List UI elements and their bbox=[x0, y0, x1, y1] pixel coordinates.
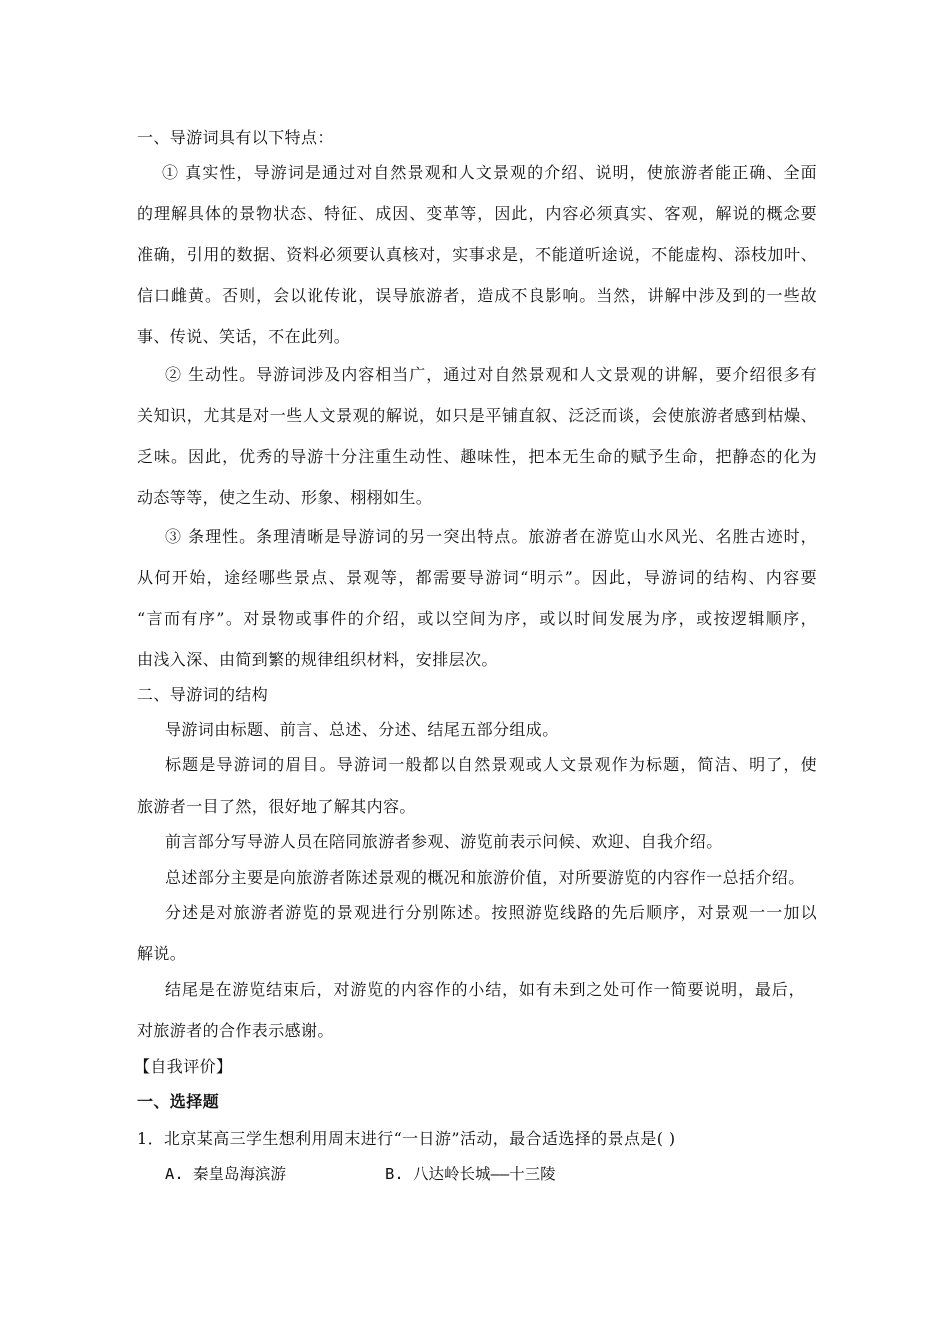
section2-heading: 二、导游词的结构 bbox=[137, 685, 269, 704]
paragraph-line: 由浅入深、由简到繁的规律组织材料，安排层次。 bbox=[137, 650, 498, 669]
section1-heading: 一、导游词具有以下特点： bbox=[137, 128, 334, 147]
paragraph-line: “言而有序”。对景物或事件的介绍，或以空间为序，或以时间发展为序，或按逻辑顺序， bbox=[137, 609, 817, 628]
question-1: 1．北京某高三学生想利用周末进行“一日游”活动，最合适选择的景点是( ) bbox=[137, 1129, 676, 1148]
paragraph-line: 旅游者一目了然，很好地了解其内容。 bbox=[137, 797, 416, 816]
option-a: A. 秦皇岛海滨游 bbox=[165, 1165, 286, 1183]
self-eval-title: 【自我评价】 bbox=[134, 1057, 233, 1076]
paragraph-line: ① 真实性，导游词是通过对自然景观和人文景观的介绍、说明，使旅游者能正确、全面 bbox=[162, 163, 817, 182]
paragraph-line: 事、传说、笑话，不在此列。 bbox=[137, 327, 351, 346]
paragraph-line: 对旅游者的合作表示感谢。 bbox=[137, 1021, 334, 1040]
paragraph-line: ② 生动性。导游词涉及内容相当广，通过对自然景观和人文景观的讲解，要介绍很多有 bbox=[165, 365, 817, 384]
paragraph-line: 解说。 bbox=[137, 944, 187, 963]
paragraph-line: 准确，引用的数据、资料必须要认真核对，实事求是，不能道听途说，不能虚构、添枝加叶、 bbox=[137, 245, 817, 264]
paragraph-line: 从何开始，途经哪些景点、景观等，都需要导游词“明示”。因此，导游词的结构、内容要 bbox=[137, 568, 817, 587]
paragraph-line: 前言部分写导游人员在陪同旅游者参观、游览前表示问候、欢迎、自我介绍。 bbox=[165, 832, 723, 851]
choice-section-heading: 一、选择题 bbox=[137, 1092, 220, 1111]
paragraph-line: ③ 条理性。条理清晰是导游词的另一突出特点。旅游者在游览山水风光、名胜古迹时， bbox=[165, 527, 817, 546]
paragraph-line: 动态等等，使之生动、形象、栩栩如生。 bbox=[137, 488, 433, 507]
paragraph-line: 的理解具体的景物状态、特征、成因、变革等，因此，内容必须真实、客观，解说的概念要 bbox=[137, 204, 817, 223]
paragraph-line: 总述部分主要是向旅游者陈述景观的概况和旅游价值，对所要游览的内容作一总括介绍。 bbox=[165, 868, 805, 887]
paragraph-line: 标题是导游词的眉目。导游词一般都以自然景观或人文景观作为标题，简洁、明了，使 bbox=[165, 755, 817, 774]
paragraph-line: 关知识，尤其是对一些人文景观的解说，如只是平铺直叙、泛泛而谈，会使旅游者感到枯燥、 bbox=[137, 406, 817, 425]
option-b: B. 八达岭长城——十三陵 bbox=[385, 1165, 556, 1183]
paragraph-line: 导游词由标题、前言、总述、分述、结尾五部分组成。 bbox=[165, 720, 559, 739]
paragraph-line: 分述是对旅游者游览的景观进行分别陈述。按照游览线路的先后顺序，对景观一一加以 bbox=[165, 903, 817, 922]
paragraph-line: 结尾是在游览结束后，对游览的内容作的小结，如有未到之处可作一简要说明，最后， bbox=[165, 980, 805, 999]
paragraph-line: 乏味。因此，优秀的导游十分注重生动性、趣味性，把本无生命的赋予生命，把静态的化为 bbox=[137, 447, 817, 466]
paragraph-line: 信口雌黄。否则，会以讹传讹，误导旅游者，造成不良影响。当然，讲解中涉及到的一些故 bbox=[137, 286, 817, 305]
